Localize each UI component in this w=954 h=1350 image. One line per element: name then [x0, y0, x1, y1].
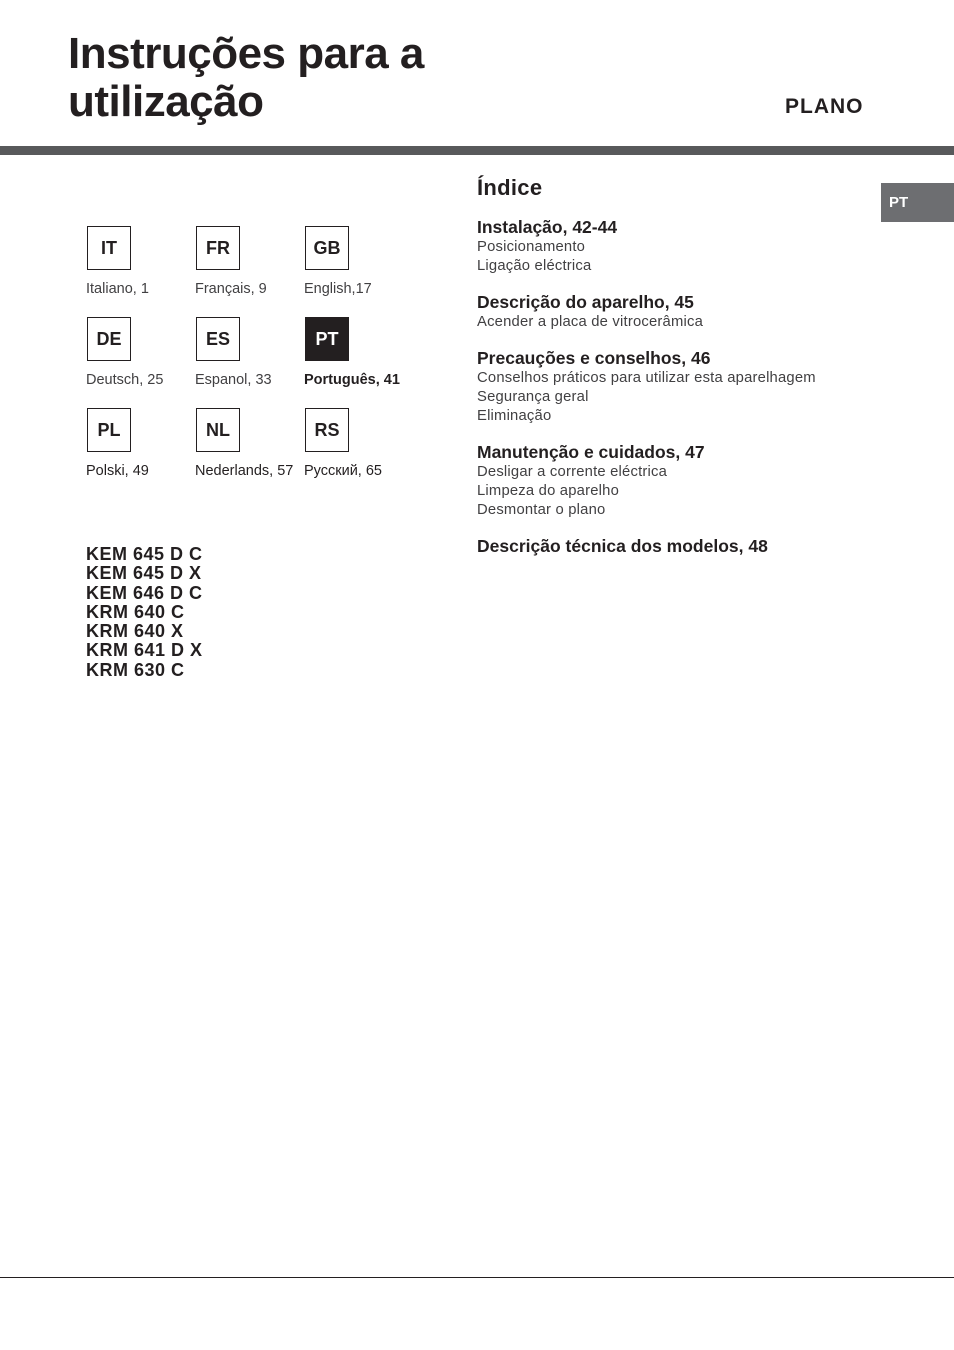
language-index	[86, 226, 426, 499]
language-page-label: English,17	[304, 281, 372, 297]
language-page-label: Deutsch, 25	[86, 372, 164, 388]
language-de	[86, 317, 195, 408]
language-page-label: Italiano, 1	[86, 281, 149, 297]
language-page-label: Polski, 49	[86, 463, 149, 479]
toc-item: Limpeza do aparelho	[477, 483, 620, 499]
language-code-box: PL	[87, 408, 131, 452]
language-code-box: IT	[87, 226, 131, 270]
toc-item: Desmontar o plano	[477, 502, 606, 518]
language-code-box: DE	[87, 317, 131, 361]
language-es	[195, 317, 304, 408]
language-page-label: Espanol, 33	[195, 372, 272, 388]
language-page-label: Português, 41	[304, 372, 400, 388]
language-code-box: NL	[196, 408, 240, 452]
language-it	[86, 226, 195, 317]
toc-section	[477, 292, 877, 332]
language-code-box: PT	[305, 317, 349, 361]
model-item: KEM 646 D C	[86, 582, 203, 603]
toc-section	[477, 217, 877, 276]
toc-item: Segurança geral	[477, 389, 589, 405]
language-page-label: Français, 9	[195, 281, 267, 297]
toc-section	[477, 442, 877, 520]
model-item: KRM 630 C	[86, 659, 185, 680]
toc-section	[477, 348, 877, 426]
language-page-label: Русский, 65	[304, 463, 382, 479]
toc-section-title: Instalação, 42-44	[477, 217, 618, 237]
header-divider	[0, 146, 954, 155]
model-item: KRM 641 D X	[86, 640, 203, 661]
language-gb	[304, 226, 426, 317]
product-name: PLANO	[785, 95, 864, 118]
language-page-label: Nederlands, 57	[195, 463, 294, 479]
title-line-1: Instruções para a	[68, 29, 424, 78]
language-fr	[195, 226, 304, 317]
toc-item: Desligar a corrente eléctrica	[477, 464, 668, 480]
title-line-2: utilização	[68, 77, 264, 126]
language-nl	[195, 408, 304, 499]
table-of-contents	[477, 175, 877, 573]
toc-heading: Índice	[477, 175, 543, 200]
toc-item: Acender a placa de vitrocerâmica	[477, 314, 703, 330]
language-code-box: FR	[196, 226, 240, 270]
toc-item: Conselhos práticos para utilizar esta aparelhagem	[477, 370, 816, 386]
document-title	[68, 30, 424, 126]
model-list	[86, 545, 203, 680]
language-code-box: GB	[305, 226, 349, 270]
model-item: KEM 645 D C	[86, 544, 203, 564]
toc-item: Posicionamento	[477, 239, 586, 255]
toc-section-title: Descrição do aparelho, 45	[477, 292, 694, 312]
toc-section-title: Descrição técnica dos modelos, 48	[477, 536, 768, 556]
toc-sections	[477, 217, 877, 557]
toc-section-title: Manutenção e cuidados, 47	[477, 442, 705, 462]
model-item: KRM 640 C	[86, 601, 185, 622]
model-item: KEM 645 D X	[86, 563, 202, 584]
language-code-box: ES	[196, 317, 240, 361]
current-language-tab: PT	[881, 183, 954, 222]
language-pl	[86, 408, 195, 499]
model-item: KRM 640 X	[86, 621, 184, 642]
toc-section-title: Precauções e conselhos, 46	[477, 348, 711, 368]
toc-section	[477, 536, 877, 557]
language-code-box: RS	[305, 408, 349, 452]
language-pt	[304, 317, 426, 408]
toc-item: Eliminação	[477, 408, 552, 424]
toc-item: Ligação eléctrica	[477, 258, 592, 274]
footer-divider	[0, 1277, 954, 1278]
language-rs	[304, 408, 426, 499]
